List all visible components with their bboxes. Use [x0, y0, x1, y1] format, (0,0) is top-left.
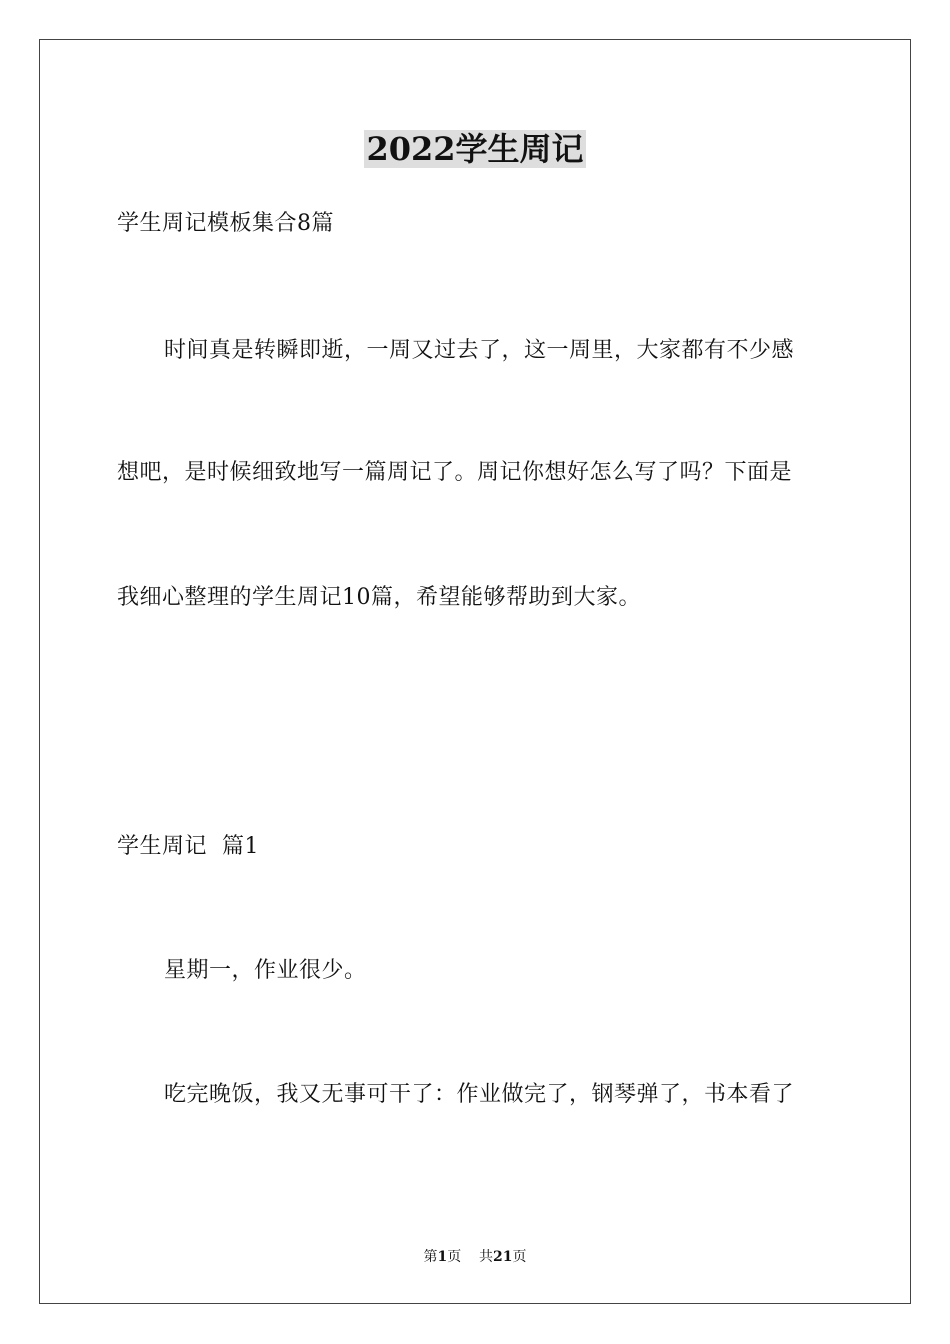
- body-line-2: 吃完晚饭，我又无事可干了：作业做完了，钢琴弹了，书本看了: [164, 1082, 795, 1107]
- page-footer: [0, 1247, 950, 1267]
- footer-total-pages: 21: [493, 1249, 513, 1265]
- footer-suffix: 页: [512, 1249, 527, 1265]
- footer-current-page: 1: [437, 1249, 448, 1265]
- body-line-1: 星期一，作业很少。: [164, 958, 367, 983]
- document-subtitle: 学生周记模板集合8篇: [117, 211, 334, 236]
- footer-mid: 页 共: [447, 1249, 494, 1265]
- section-heading: 学生周记 篇1: [117, 834, 259, 859]
- intro-line-1: 时间真是转瞬即逝，一周又过去了，这一周里，大家都有不少感: [164, 338, 795, 363]
- footer-prefix: 第: [423, 1249, 438, 1265]
- document-title: [0, 126, 950, 172]
- document-title-text: 2022学生周记: [366, 130, 584, 168]
- intro-line-3: 我细心整理的学生周记10篇，希望能够帮助到大家。: [117, 585, 641, 610]
- intro-line-2: 想吧，是时候细致地写一篇周记了。周记你想好怎么写了吗？下面是: [117, 460, 793, 485]
